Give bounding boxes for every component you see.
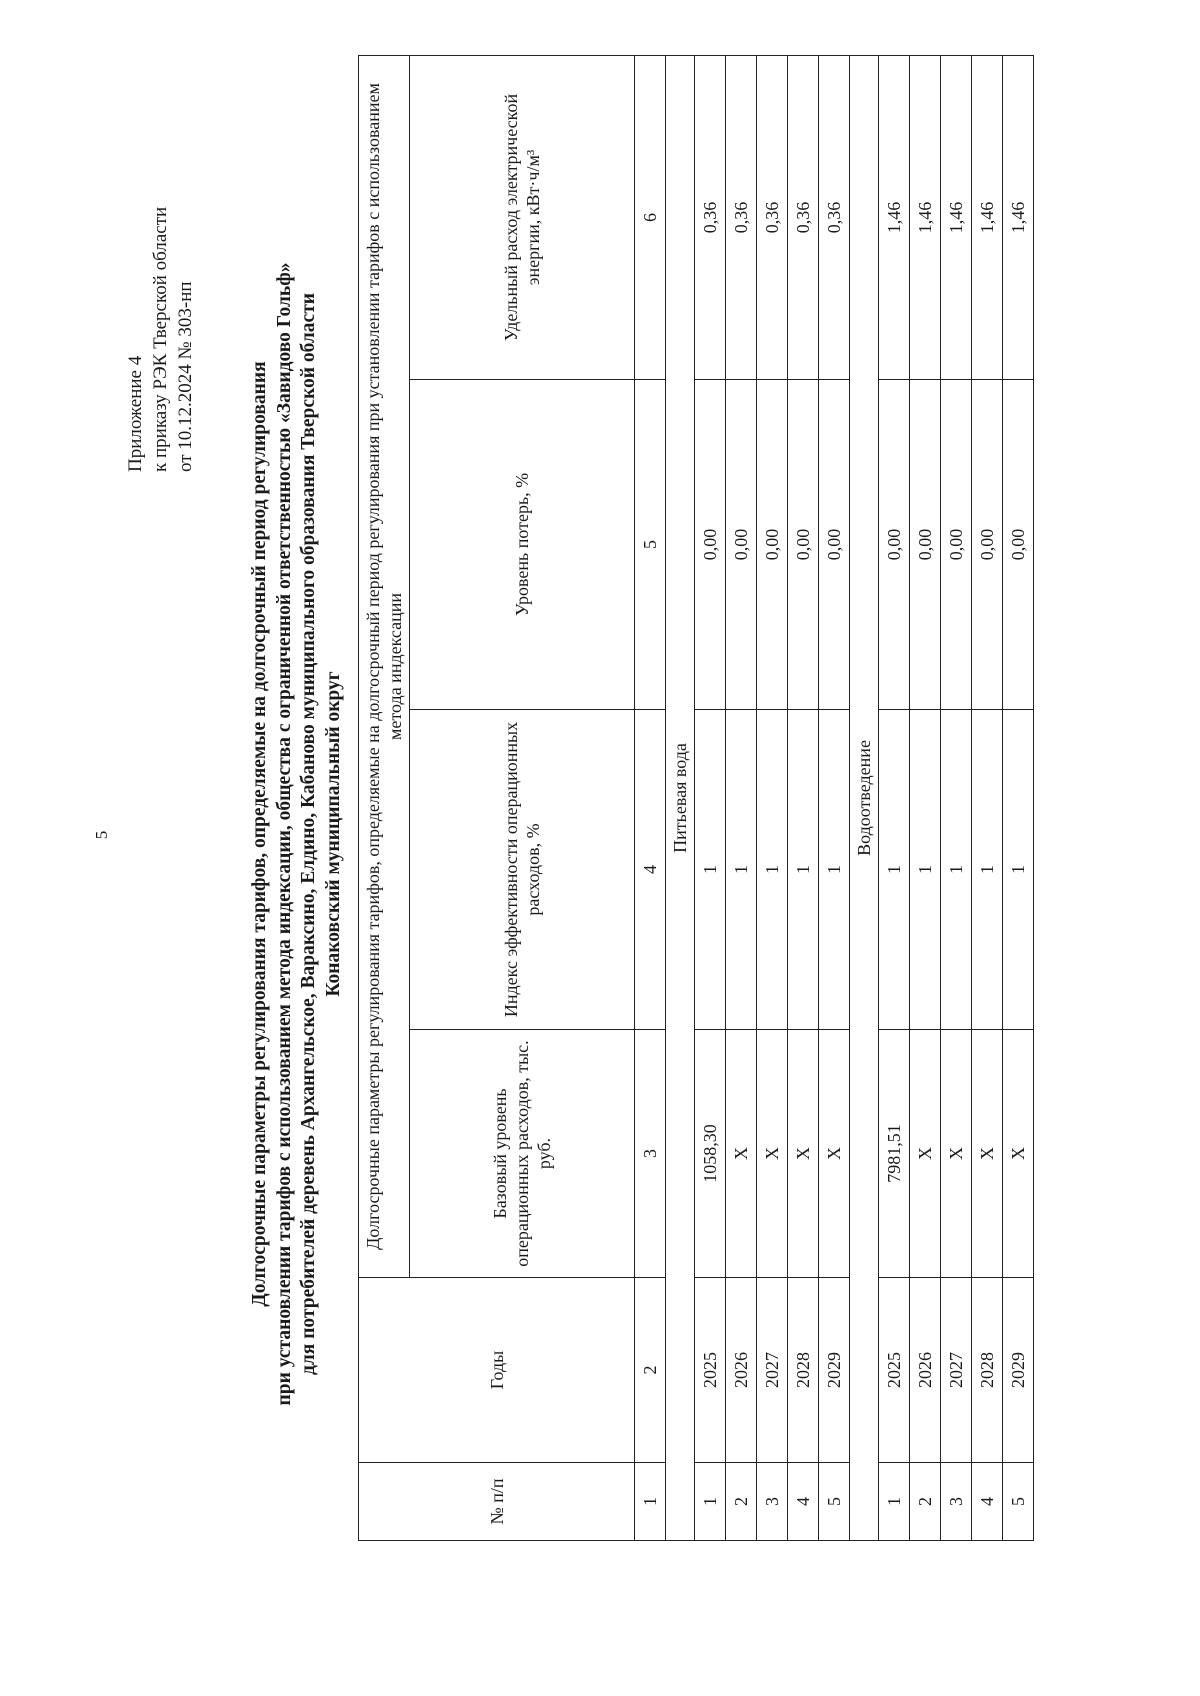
col-number: 4 [635, 710, 666, 1030]
header-energy-consumption: Удельный расход электрической энергии, кВт·ч/м³ [410, 55, 635, 379]
cell-efficiency-index: 1 [879, 710, 910, 1030]
header-efficiency-index: Индекс эффективности операционных расходов, % [410, 710, 635, 1030]
header-num: № п/п [359, 1463, 635, 1541]
cell-num: 3 [757, 1463, 788, 1541]
table-row [941, 55, 972, 1540]
cell-energy-consumption: 1,46 [941, 55, 972, 379]
cell-efficiency-index: 1 [819, 710, 850, 1030]
cell-energy-consumption: 0,36 [788, 55, 819, 379]
appendix-block [123, 82, 203, 472]
cell-loss-level: 0,00 [972, 380, 1003, 710]
table-row [788, 55, 819, 1540]
cell-loss-level: 0,00 [695, 380, 726, 710]
table-row [910, 55, 941, 1540]
cell-efficiency-index: 1 [941, 710, 972, 1030]
cell-num: 4 [972, 1463, 1003, 1541]
cell-year: 2027 [941, 1278, 972, 1463]
cell-efficiency-index: 1 [788, 710, 819, 1030]
cell-base-opex: X [819, 1030, 850, 1278]
cell-energy-consumption: 1,46 [1003, 55, 1034, 379]
cell-num: 1 [695, 1463, 726, 1541]
header-years: Годы [359, 1278, 635, 1463]
section-row-wastewater [850, 55, 879, 1540]
col-number: 3 [635, 1030, 666, 1278]
cell-num: 1 [879, 1463, 910, 1541]
table-row [972, 55, 1003, 1540]
section-row-drinking-water [666, 55, 695, 1540]
table-row [1003, 55, 1034, 1540]
cell-base-opex: X [757, 1030, 788, 1278]
col-number: 1 [635, 1463, 666, 1541]
cell-loss-level: 0,00 [879, 380, 910, 710]
col-number: 5 [635, 380, 666, 710]
cell-loss-level: 0,00 [910, 380, 941, 710]
title-line-4: Конаковский муниципальный округ [322, 671, 344, 997]
cell-loss-level: 0,00 [757, 380, 788, 710]
cell-year: 2025 [879, 1278, 910, 1463]
cell-year: 2028 [788, 1278, 819, 1463]
appendix-line-1: Приложение 4 [125, 355, 146, 472]
cell-num: 3 [941, 1463, 972, 1541]
table-row [695, 55, 726, 1540]
cell-year: 2029 [819, 1278, 850, 1463]
cell-base-opex: X [972, 1030, 1003, 1278]
title-line-1: Долгосрочные параметры регулирования тарифов, определяемые на долгосрочный период регулирования [249, 361, 270, 1307]
title-line-2: при установлении тарифов с использованием метода индексации, общества с ограниченной ответственностью «Завидово Гольф» [273, 262, 295, 1406]
cell-loss-level: 0,00 [819, 380, 850, 710]
cell-energy-consumption: 0,36 [819, 55, 850, 379]
col-number: 2 [635, 1278, 666, 1463]
cell-loss-level: 0,00 [941, 380, 972, 710]
document-title [248, 71, 348, 1597]
cell-loss-level: 0,00 [1003, 380, 1034, 710]
cell-energy-consumption: 0,36 [757, 55, 788, 379]
cell-efficiency-index: 1 [972, 710, 1003, 1030]
cell-base-opex: X [941, 1030, 972, 1278]
cell-base-opex: 7981,51 [879, 1030, 910, 1278]
cell-year: 2025 [695, 1278, 726, 1463]
cell-year: 2026 [726, 1278, 757, 1463]
cell-base-opex: 1058,30 [695, 1030, 726, 1278]
table-row [879, 55, 910, 1540]
cell-efficiency-index: 1 [1003, 710, 1034, 1030]
cell-base-opex: X [1003, 1030, 1034, 1278]
cell-base-opex: X [910, 1030, 941, 1278]
cell-energy-consumption: 0,36 [695, 55, 726, 379]
rotated-landscape-page [123, 37, 1200, 1597]
cell-year: 2028 [972, 1278, 1003, 1463]
header-group: Долгосрочные параметры регулирования тарифов, определяемые на долгосрочный период регулирования при установлении тарифов с использованием метода индексации [359, 55, 410, 1277]
cell-energy-consumption: 0,36 [726, 55, 757, 379]
cell-year: 2027 [757, 1278, 788, 1463]
page-number: 5 [92, 830, 111, 840]
cell-num: 2 [726, 1463, 757, 1541]
appendix-line-2: к приказу РЭК Тверской области [150, 206, 171, 472]
cell-num: 4 [788, 1463, 819, 1541]
parameters-table [358, 55, 1034, 1541]
col-number: 6 [635, 55, 666, 379]
cell-num: 5 [819, 1463, 850, 1541]
cell-loss-level: 0,00 [726, 380, 757, 710]
cell-efficiency-index: 1 [910, 710, 941, 1030]
cell-efficiency-index: 1 [757, 710, 788, 1030]
cell-energy-consumption: 1,46 [879, 55, 910, 379]
header-loss-level: Уровень потерь, % [410, 380, 635, 710]
cell-num: 2 [910, 1463, 941, 1541]
cell-base-opex: X [726, 1030, 757, 1278]
title-line-3: для потребителей деревень Архангельское, Вараксино, Елдино, Кабаново муниципального образования Тверской области [298, 292, 319, 1376]
cell-year: 2026 [910, 1278, 941, 1463]
cell-energy-consumption: 1,46 [910, 55, 941, 379]
column-numbers-row [635, 55, 666, 1540]
header-row-1 [359, 55, 410, 1540]
table-row [757, 55, 788, 1540]
cell-efficiency-index: 1 [726, 710, 757, 1030]
cell-efficiency-index: 1 [695, 710, 726, 1030]
cell-loss-level: 0,00 [788, 380, 819, 710]
table-row [726, 55, 757, 1540]
header-base-opex: Базовый уровень операционных расходов, тыс. руб. [410, 1030, 635, 1278]
cell-num: 5 [1003, 1463, 1034, 1541]
cell-base-opex: X [788, 1030, 819, 1278]
section-title: Питьевая вода [666, 55, 695, 1540]
cell-year: 2029 [1003, 1278, 1034, 1463]
section-title: Водоотведение [850, 55, 879, 1540]
appendix-line-3: от 10.12.2024 № 303-нп [175, 281, 196, 472]
cell-energy-consumption: 1,46 [972, 55, 1003, 379]
table-row [819, 55, 850, 1540]
